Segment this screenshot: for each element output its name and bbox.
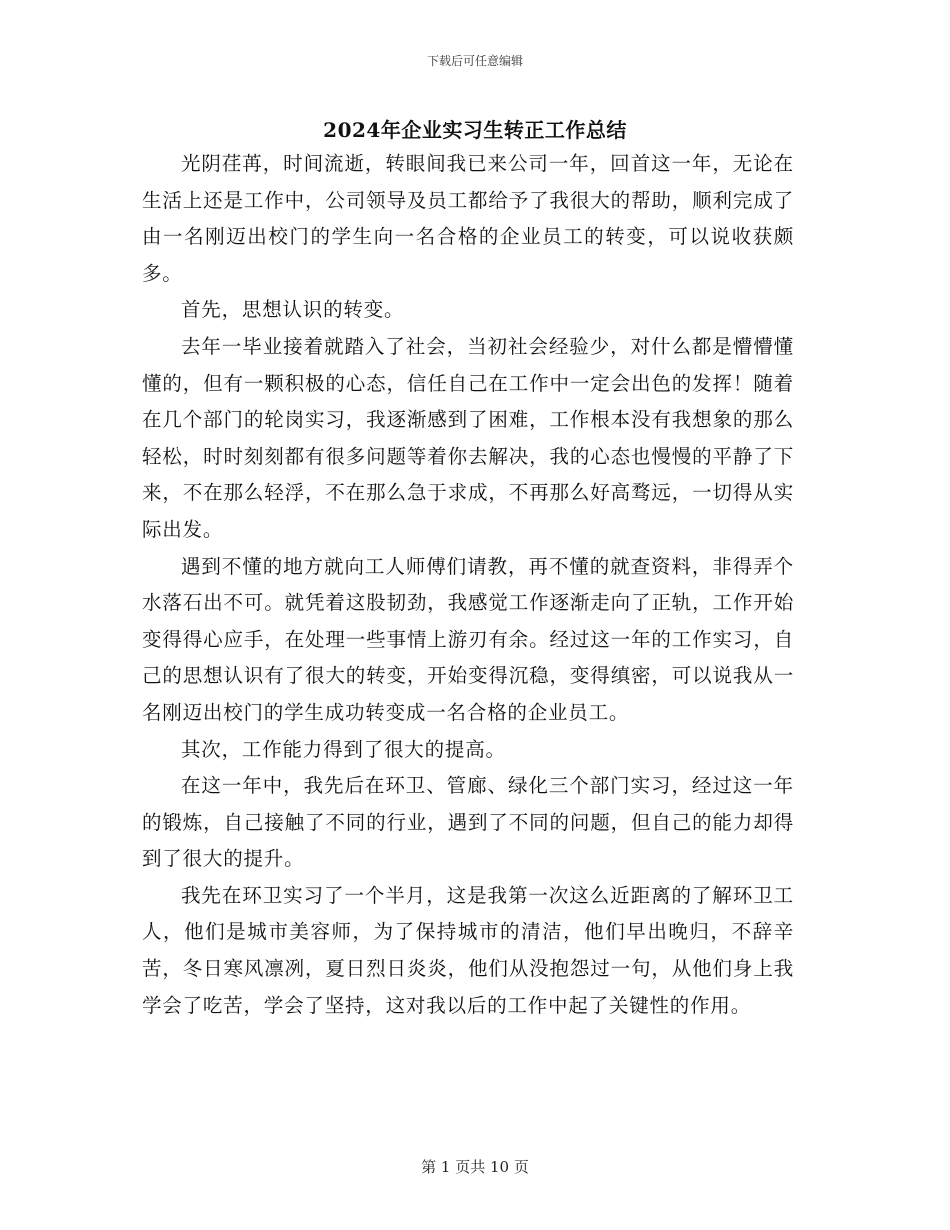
paragraph-intro: 光阴荏苒，时间流逝，转眼间我已来公司一年，回首这一年，无论在生活上还是工作中，公司领导及员工都给予了我很大的帮助，顺利完成了由一名刚迈出校门的学生向一名合格的企业员工的转变，可以说收获颇多。 <box>142 152 794 285</box>
document-title: 2024年企业实习生转正工作总结 <box>323 118 627 142</box>
paragraph-departments: 在这一年中，我先后在环卫、管廊、绿化三个部门实习，经过这一年的锻炼，自己接触了不同的行业，遇到了不同的问题，但自己的能力却得到了很大的提升。 <box>142 774 794 871</box>
page-header-note: 下载后可任意编辑 <box>426 54 523 68</box>
page-number-footer: 第 1 页共 10 页 <box>421 1158 529 1176</box>
paragraph-heading-ability: 其次，工作能力得到了很大的提高。 <box>181 737 506 761</box>
document-body <box>142 146 794 1024</box>
paragraph-sanitation: 我先在环卫实习了一个半月，这是我第一次这么近距离的了解环卫工人，他们是城市美容师，为了保持城市的清洁，他们早出晚归，不辞辛苦，冬日寒风凛冽，夏日烈日炎炎，他们从没抱怨过一句，从他们身上我学会了吃苦，学会了坚持，这对我以后的工作中起了关键性的作用。 <box>142 883 794 1017</box>
paragraph-graduation: 去年一毕业接着就踏入了社会，当初社会经验少，对什么都是懵懵懂懂的，但有一颗积极的心态，信任自己在工作中一定会出色的发挥！随着在几个部门的轮岗实习，我逐渐感到了困难，工作根本没有我想象的那么轻松，时时刻刻都有很多问题等着你去解决，我的心态也慢慢的平静了下来，不在那么轻浮，不在那么急于求成，不再那么好高骛远，一切得从实际出发。 <box>142 334 794 541</box>
paragraph-learning: 遇到不懂的地方就向工人师傅们请教，再不懂的就查资料，非得弄个水落石出不可。就凭着这股韧劲，我感觉工作逐渐走向了正轨，工作开始变得得心应手，在处理一些事情上游刃有余。经过这一年的工作实习，自己的思想认识有了很大的转变，开始变得沉稳，变得缜密，可以说我从一名刚迈出校门的学生成功转变成一名合格的企业员工。 <box>142 554 794 724</box>
paragraph-heading-thinking: 首先，思想认识的转变。 <box>181 298 405 322</box>
